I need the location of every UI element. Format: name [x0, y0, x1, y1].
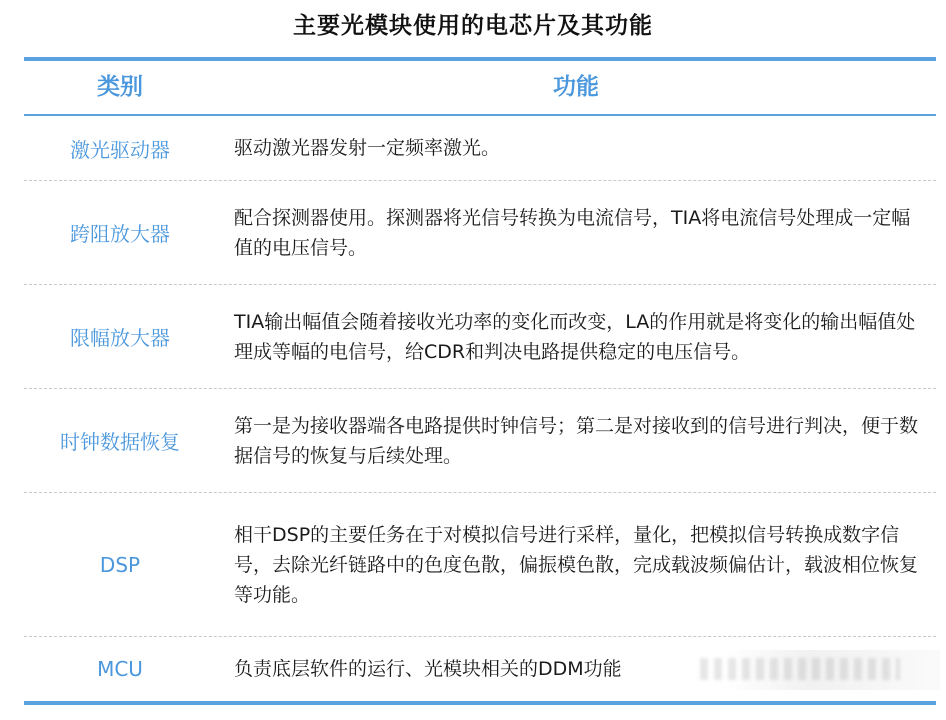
row-function: 负责底层软件的运行、光模块相关的DDM功能: [234, 658, 622, 680]
row-category: MCU: [97, 657, 143, 681]
watermark-blur: [700, 658, 900, 680]
table-row: [24, 493, 936, 637]
table-row: [24, 116, 936, 181]
table-header: [24, 61, 936, 114]
header-category: 类别: [97, 74, 143, 100]
table-row: [24, 285, 936, 389]
table-row: [24, 389, 936, 493]
table-row: [24, 181, 936, 285]
row-function: 驱动激光器发射一定频率激光。: [234, 137, 501, 159]
row-category: 跨阻放大器: [70, 222, 170, 246]
row-category: DSP: [99, 552, 141, 577]
row-function: 第一是为接收器端各电路提供时钟信号；第二是对接收到的信号进行判决，便于数据信号的恢复与后续处理。: [234, 414, 919, 467]
header-function: 功能: [553, 74, 599, 100]
row-function: 相干DSP的主要任务在于对模拟信号进行采样，量化，把模拟信号转换成数字信号，去除光纤链路中的色度色散，偏振模色散，完成载波频偏估计，载波相位恢复等功能。: [234, 523, 919, 606]
row-category: 激光驱动器: [70, 137, 170, 162]
bottom-rule: [24, 701, 936, 705]
row-function: TIA输出幅值会随着接收光功率的变化而改变，LA的作用就是将变化的输出幅值处理成等幅的电信号，给CDR和判决电路提供稳定的电压信号。: [234, 310, 916, 363]
row-category: 限幅放大器: [70, 326, 170, 350]
table-title: 主要光模块使用的电芯片及其功能: [293, 13, 653, 39]
row-function: 配合探测器使用。探测器将光信号转换为电流信号，TIA将电流信号处理成一定幅值的电压信号。: [234, 206, 911, 259]
row-category: 时钟数据恢复: [60, 430, 180, 454]
